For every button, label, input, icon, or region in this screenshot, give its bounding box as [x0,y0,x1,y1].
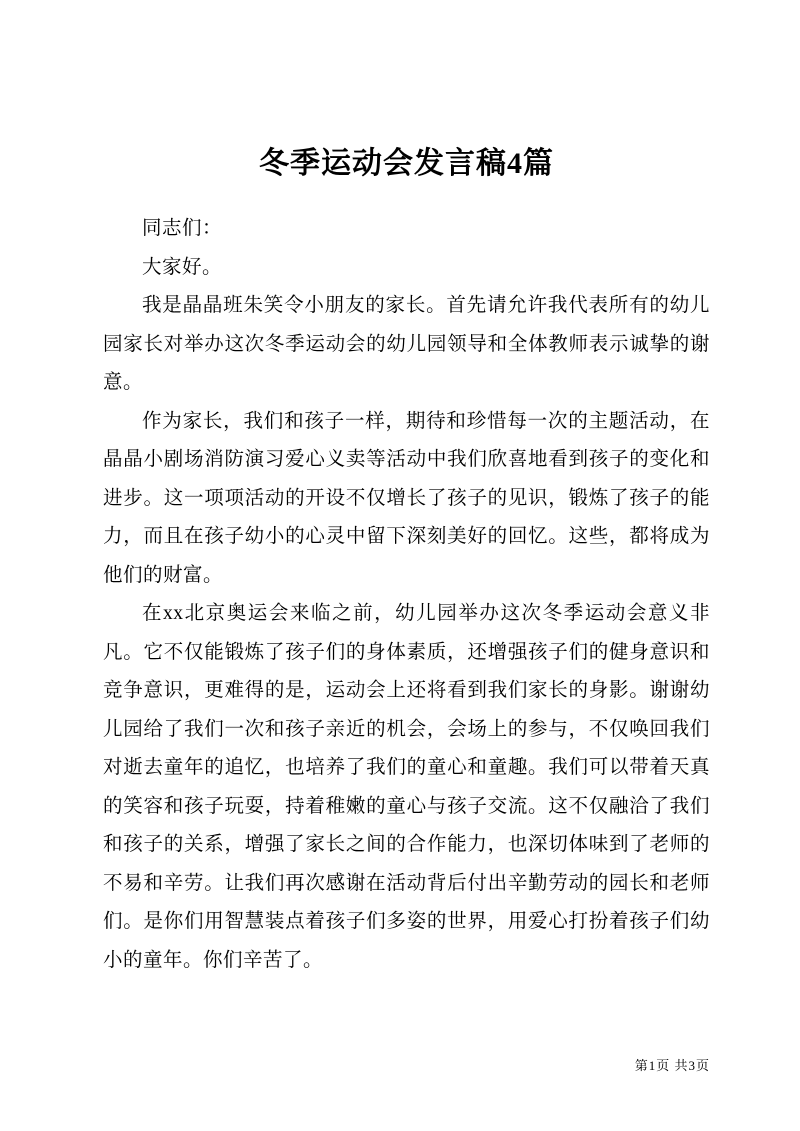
document-title: 冬季运动会发言稿4篇 [259,147,554,180]
paragraph-intro: 我是晶晶班朱笑令小朋友的家长。首先请允许我代表所有的幼儿园家长对举办这次冬季运动会的幼儿园领导和全体教师表示诚挚的谢意。 [103,295,710,393]
paragraph-main-body: 在xx北京奥运会来临之前，幼儿园举办这次冬季运动会意义非凡。它不仅能锻炼了孩子们的身体素质，还增强孩子们的健身意识和竞争意识，更难得的是，运动会上还将看到我们家长的身影。谢谢幼儿园给了我们一次和孩子亲近的机会，会场上的参与，不仅唤回我们对逝去童年的追忆，也培养了我们的童心和童趣。我们可以带着天真的笑容和孩子玩耍，持着稚嫩的童心与孩子交流。这不仅融洽了我们和孩子的关系，增强了家长之间的合作能力，也深切体味到了老师的不易和辛劳。让我们再次感谢在活动背后付出辛勤劳动的园长和老师们。是你们用智慧装点着孩子们多姿的世界，用爱心打扮着孩子们幼小的童年。你们辛苦了。 [103,603,710,971]
paragraph-parents-view: 作为家长，我们和孩子一样，期待和珍惜每一次的主题活动，在晶晶小剧场消防演习爱心义卖等活动中我们欣喜地看到孩子的变化和进步。这一项项活动的开设不仅增长了孩子的见识，锻炼了孩子的能力，而且在孩子幼小的心灵中留下深刻美好的回忆。这些，都将成为他们的财富。 [103,410,710,586]
paragraph-salutation: 同志们： [142,218,223,239]
paragraph-greeting: 大家好。 [142,256,223,278]
footer-page-indicator: 第1页 共3页 [634,1058,710,1073]
document-body [103,210,710,980]
